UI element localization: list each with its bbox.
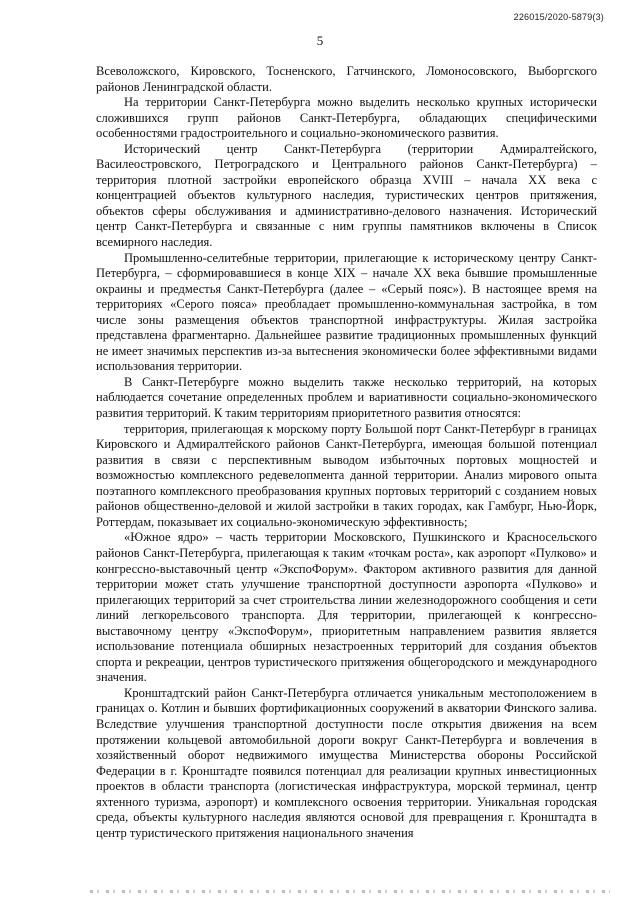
paragraph-historic-groups: На территории Санкт-Петербурга можно выделить несколько крупных исторически сложившихся групп районов Санкт-Петербурга, обладающих специфическими особенностями градостроительного и социально-экономического развития. [96, 95, 597, 141]
paragraph-continuation: Всеволожского, Кировского, Тосненского, Гатчинского, Ломоносовского, Выборгского районов Ленинградской области. [96, 64, 597, 94]
paragraph-kronstadt: Кронштадтский район Санкт-Петербурга отличается уникальным местоположением в границах о. Котлин и бывших фортификационных сооружений в акватории Финского залива. Вследствие улучшения транспортной доступности после открытия движения на всем протяжении кольцевой автомобильной дороги вокруг Санкт-Петербурга и вовлечения в хозяйственный оборот недвижимого имущества Министерства обороны Российской Федерации в г. Кронштадте появился потенциал для реализации крупных инвестиционных проектов в области транспорта (логистическая инфраструктура, морской терминал, центр яхтенного туризма, аэропорт) и комплексного освоения территории. Уникальная городская среда, объекты культурного наследия являются основой для превращения г. Кронштадта в центр туристического притяжения национального значения [96, 685, 597, 840]
paragraph-historic-center: Исторический центр Санкт-Петербурга (территории Адмиралтейского, Василеостровского, Петроградского и Центрального районов Санкт-Петербурга) – территория плотной застройки европейского образца XVIII – начала XX века с концентрацией объектов культурного наследия, туристических центров притяжения, объектов сферы обслуживания и административно-делового назначения. Исторический центр Санкт-Петербурга и связанные с ним группы памятников включены в Список всемирного наследия. [96, 141, 597, 250]
paragraph-sea-port-territory: территория, прилегающая к морскому порту Большой порт Санкт-Петербург в границах Кировского и Адмиралтейского районов Санкт-Петербурга, имеющая большой потенциал развития в связи с перспективным выводом избыточных портовых мощностей и возможностью комплексного редевелопмента данной территории. Анализ мирового опыта поэтапного комплексного преобразования крупных портовых территорий с созданием новых районов общественно-деловой и жилой застройки в таких городах, как Гамбург, Нью-Йорк, Роттердам, показывает их социально-экономическую эффективность; [96, 421, 597, 529]
paragraph-grey-belt: Промышленно-селитебные территории, прилегающие к историческому центру Санкт-Петербурга, – сформировавшиеся в конце XIX – начале XX века бывшие промышленные окраины и предместья Санкт-Петербурга (далее – «Серый пояс»). В настоящее время на территориях «Серого пояса» преобладает промышленно-коммунальная застройка, в том числе зоны размещения объектов транспортной инфраструктуры. Жилая застройка представлена фрагментарно. Дальнейшее развитие традиционных промышленных функций не имеет значимых перспектив из-за вытеснения экономически более эффективными видами использования территории. [96, 250, 597, 374]
page-number: 5 [316, 33, 324, 48]
paragraph-southern-core: «Южное ядро» – часть территории Московского, Пушкинского и Красносельского районов Санкт-Петербурга, прилегающая к таким «точкам роста», как аэропорт «Пулково» и конгрессно-выставочный центр «ЭкспоФорум». Фактором активного развития для данной территории может стать улучшение транспортной доступности аэропорта «Пулково» и прилегающих территорий за счет строительства линии железнодорожного сообщения и сети линий легкорельсового транспорта. Для территории, прилегающей к конгрессно-выставочному центру «ЭкспоФорум», приоритетным направлением развития является использование потенциала обширных незастроенных территорий для создания объектов спорта и рекреации, центров туристического притяжения общегородского и международного значения. [96, 530, 597, 685]
document-registration-code: 226015/2020-5879(3) [513, 12, 604, 22]
scan-artifact-line [90, 890, 610, 893]
paragraph-priority-territories: В Санкт-Петербурге можно выделить также несколько территорий, на которых наблюдается сочетание определенных проблем и вариативности социально-экономического развития территорий. К таким территориям приоритетного развития относятся: [96, 374, 597, 421]
document-body [96, 64, 597, 841]
